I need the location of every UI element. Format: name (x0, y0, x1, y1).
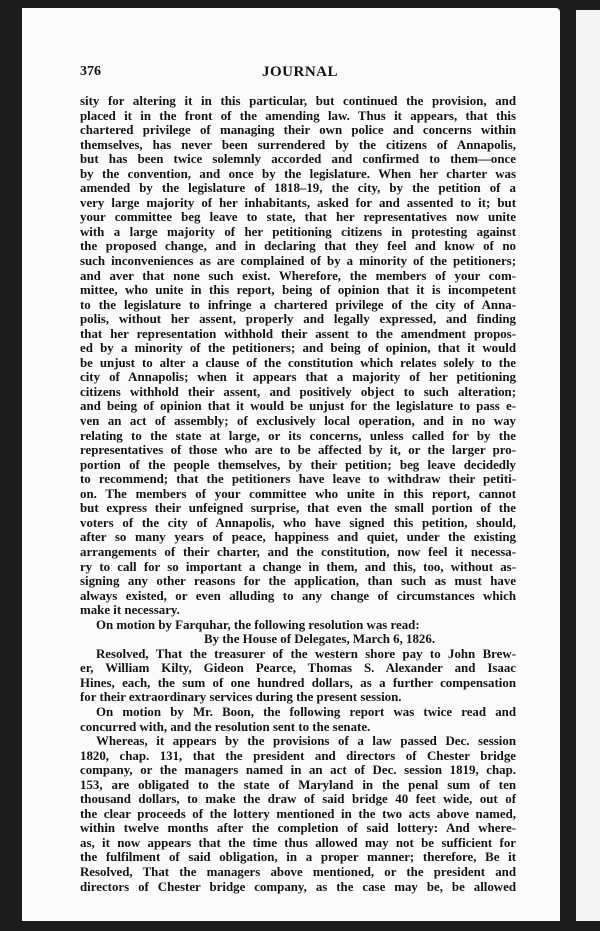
text-line: On motion by Farquhar, the following resolution was read: (96, 617, 420, 632)
text-line: very large majority of her inhabitants, asked for and assented to it; but (80, 195, 516, 210)
text-line: ven an act of assembly; of exclusively local operation, and in no way (80, 414, 516, 429)
text-line: arrangements of their charter, and the constitution, now feel it necessa- (80, 544, 516, 559)
text-line: make it necessary. (80, 603, 180, 618)
text-line: but express their unfeigned surprise, that even the small portion of the (80, 501, 516, 516)
text-line: representatives of those who are to be affected by it, or the larger pro- (80, 443, 516, 458)
adjacent-page-edge (576, 10, 600, 921)
text-line: 1820, chap. 131, that the president and directors of Chester bridge (80, 748, 516, 763)
text-line: and being of opinion that it would be unjust for the legislature to pass e- (80, 399, 516, 414)
text-line: your committee beg leave to state, that her representatives now unite (80, 210, 516, 225)
text-line: within twelve months after the completion of said lottery: And where- (80, 821, 516, 836)
text-line: to recommend; that the petitioners have leave to withdraw their petiti- (80, 472, 516, 487)
text-line: On motion by Mr. Boon, the following report was twice read and (96, 704, 516, 719)
page-header (80, 64, 520, 84)
text-line: portion of the people themselves, by their petition; beg leave decidedly (80, 457, 516, 472)
text-line: directors of Chester bridge company, as the case may be, be allowed (80, 879, 516, 894)
text-line: er, William Kilty, Gideon Pearce, Thomas S. Alexander and Isaac (80, 661, 516, 676)
text-line: sity for altering it in this particular, but continued the provision, and (80, 94, 516, 108)
paragraph (80, 647, 516, 705)
text-line: and aver that none such exist. Wherefore, the members of your com- (80, 268, 516, 283)
text-line: placed it in the front of the amending law. Thus it appears, that this (80, 108, 516, 123)
text-line: such inconveniences as are complained of by a minority of the petitioners; (80, 254, 516, 269)
paragraph (80, 734, 516, 894)
text-line: chartered privilege of managing their own police and concerns within (80, 123, 516, 138)
text-line: Resolved, That the managers above mentioned, or the president and (80, 864, 516, 879)
text-line: after so many years of peace, happiness and quiet, under the existing (80, 530, 516, 545)
text-line: 153, are obligated to the state of Maryland in the penal sum of ten (80, 777, 516, 792)
text-line: to the legislature to infringe a chartered privilege of the city of Anna- (80, 297, 516, 312)
text-line: concurred with, and the resolution sent to the senate. (80, 719, 371, 734)
paragraph (80, 705, 516, 734)
text-line: that her representation withhold their assent to the amendment propos- (80, 326, 516, 341)
dateline (80, 632, 516, 647)
text-line: relating to the state at large, or its concerns, unless called for by the (80, 428, 516, 443)
text-line: signing any other reasons for the application, than such as must have (80, 574, 516, 589)
running-title: JOURNAL (261, 64, 338, 80)
text-line: the clear proceeds of the lottery mentioned in the two acts above named, (80, 806, 516, 821)
text-line: ry to call for so important a change in them, and this, too, without as- (80, 559, 516, 574)
page-number: 376 (80, 64, 101, 79)
text-line: voters of the city of Annapolis, who have signed this petition, should, (80, 515, 516, 530)
text-line: on. The members of your committee who unite in this report, cannot (80, 486, 516, 501)
text-line: the fulfilment of said obligation, in a proper manner; therefore, Be it (80, 850, 516, 865)
text-line: ed by a minority of the petitioners; and being of opinion, that it would (80, 341, 516, 356)
text-line: themselves, has never been surrendered by the citizens of Annapolis, (80, 137, 516, 152)
page-body (80, 94, 516, 894)
text-line: Whereas, it appears by the provisions of a law passed Dec. session (96, 734, 516, 749)
paragraph (80, 94, 516, 618)
text-line: By the House of Delegates, March 6, 1826. (204, 632, 436, 647)
text-line: be unjust to alter a clause of the constitution which relates solely to the (80, 355, 516, 370)
scanned-page (22, 8, 560, 921)
text-line: city of Annapolis; when it appears that a majority of her petitioning (80, 370, 516, 385)
text-line: with a large majority of her petitioning citizens in protesting against (80, 224, 516, 239)
text-line: mittee, who unite in this report, being of opinion that it is incompetent (80, 283, 516, 298)
text-line: polis, without her assent, properly and legally expressed, and finding (80, 312, 516, 327)
text-line: but has been twice solemnly accorded and confirmed to them—once (80, 152, 516, 167)
text-line: for their extraordinary services during the present session. (80, 690, 402, 705)
text-line: the proposed change, and in declaring that they feel and know of no (80, 239, 516, 254)
text-line: thousand dollars, to make the draw of said bridge 40 feet wide, out of (80, 792, 516, 807)
text-line: Resolved, That the treasurer of the western shore pay to John Brew- (96, 646, 516, 661)
text-line: by the convention, and once by the legislature. When her charter was (80, 166, 516, 181)
text-line: Hines, each, the sum of one hundred dollars, as a further compensation (80, 675, 516, 690)
text-line: always existed, or even alluding to any change of circumstances which (80, 588, 516, 603)
text-line: citizens withhold their assent, and positively object to such alteration; (80, 384, 516, 399)
text-line: as, it now appears that the time thus allowed may not be sufficient for (80, 835, 516, 850)
text-line: company, or the managers named in an act of Dec. session 1819, chap. (80, 763, 516, 778)
paragraph (80, 618, 516, 633)
text-line: amended by the legislature of 1818–19, the city, by the petition of a (80, 181, 516, 196)
